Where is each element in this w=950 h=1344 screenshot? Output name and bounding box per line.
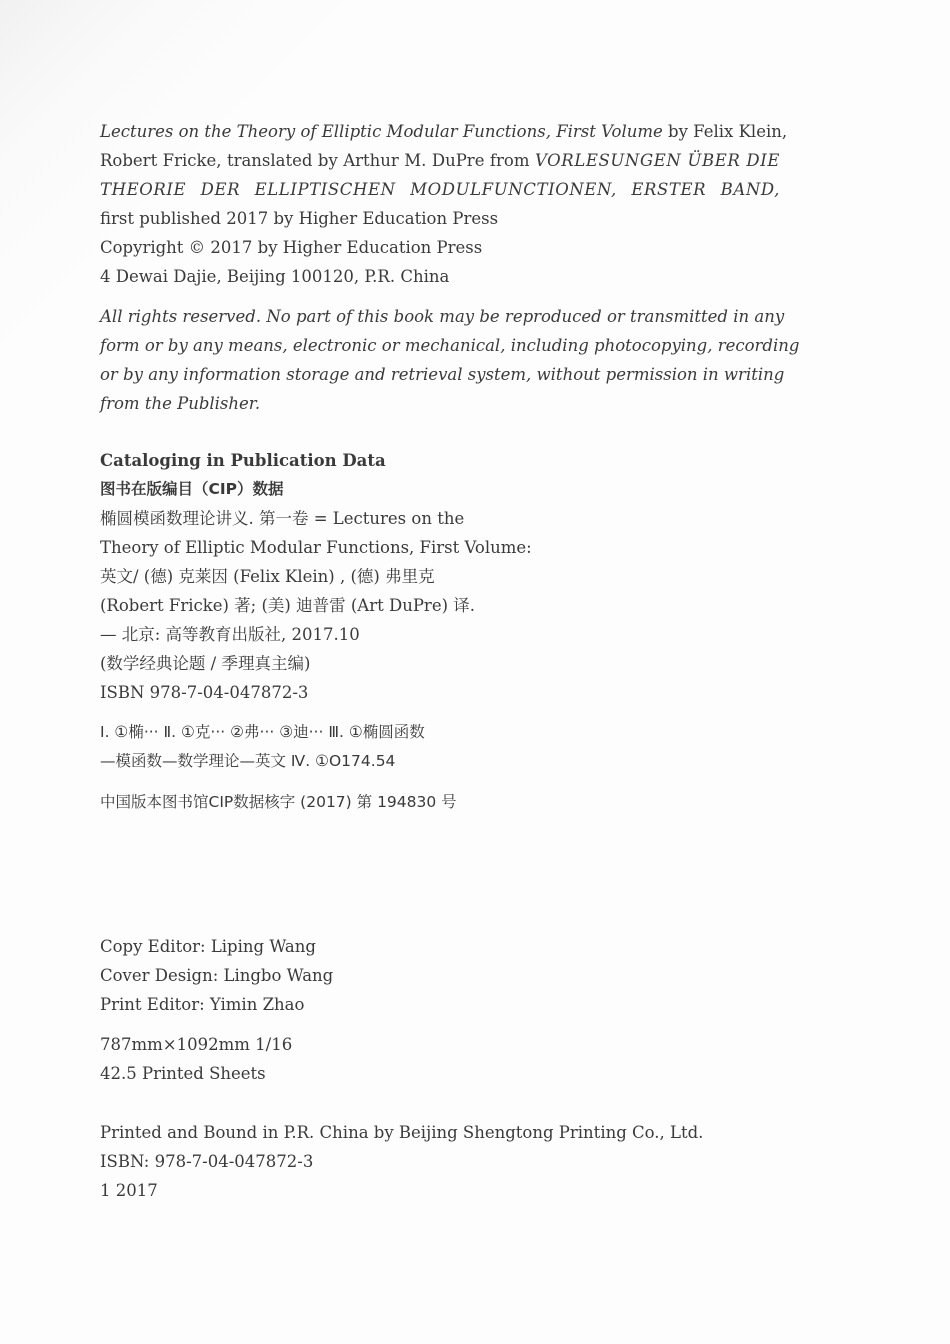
classification-line: —模函数—数学理论—英文 Ⅳ. ①O174.54	[100, 752, 396, 770]
publication-info	[100, 117, 788, 291]
copy-editor: Copy Editor: Liping Wang	[100, 937, 316, 956]
cip-heading-en: Cataloging in Publication Data	[100, 451, 386, 470]
cip-line: — 北京: 高等教育出版社, 2017.10	[100, 625, 360, 644]
rights-line: All rights reserved. No part of this book may be reproduced or transmitted in any	[100, 307, 785, 326]
translator-info: Robert Fricke, translated by Arthur M. DuPre from	[100, 151, 535, 170]
classification-line: Ⅰ. ①椭··· Ⅱ. ①克··· ②弗··· ③迪··· Ⅲ. ①椭圆函数	[100, 723, 425, 741]
authors-part-1: by Felix Klein,	[662, 122, 788, 141]
printing-info	[100, 1118, 780, 1205]
rights-line: from the Publisher.	[100, 394, 261, 413]
original-title-part-2: THEORIE DER ELLIPTISCHEN MODULFUNCTIONEN, ERSTER BAND,	[100, 180, 780, 199]
rights-statement	[100, 302, 800, 418]
cip-isbn: ISBN 978-7-04-047872-3	[100, 683, 309, 702]
rights-line: form or by any means, electronic or mechanical, including photocopying, recording	[100, 336, 800, 355]
cip-data	[100, 446, 780, 707]
cip-number: 中国版本图书馆CIP数据核字 (2017) 第 194830 号	[100, 793, 457, 811]
original-title-part-1: VORLESUNGEN ÜBER DIE	[534, 151, 781, 170]
cover-designer: Cover Design: Lingbo Wang	[100, 966, 334, 985]
title-line-2	[100, 146, 780, 175]
first-published: first published 2017 by Higher Education Press	[100, 209, 499, 228]
cip-line: 英文/ (德) 克莱因 (Felix Klein) , (德) 弗里克	[100, 567, 435, 586]
cip-number-block	[100, 788, 780, 817]
editors	[100, 932, 780, 1019]
cip-line: Theory of Elliptic Modular Functions, First Volume:	[100, 538, 532, 557]
classification	[100, 718, 780, 776]
paper-size: 787mm×1092mm 1/16	[100, 1035, 293, 1054]
isbn: ISBN: 978-7-04-047872-3	[100, 1152, 314, 1171]
rights-line: or by any information storage and retrieval system, without permission in writing	[100, 365, 785, 384]
title-line-1	[100, 117, 788, 146]
printed-sheets: 42.5 Printed Sheets	[100, 1064, 266, 1083]
cip-line: (数学经典论题 / 季理真主编)	[100, 654, 311, 673]
format-info	[100, 1030, 780, 1088]
cip-line: (Robert Fricke) 著; (美) 迪普雷 (Art DuPre) 译.	[100, 596, 476, 615]
edition: 1 2017	[100, 1181, 158, 1200]
printer: Printed and Bound in P.R. China by Beijing Shengtong Printing Co., Ltd.	[100, 1123, 704, 1142]
cip-heading-cn: 图书在版编目（CIP）数据	[100, 480, 284, 498]
publisher-address: 4 Dewai Dajie, Beijing 100120, P.R. China	[100, 267, 450, 286]
print-editor: Print Editor: Yimin Zhao	[100, 995, 305, 1014]
cip-line: 椭圆模函数理论讲义. 第一卷 = Lectures on the	[100, 509, 465, 528]
copyright-line: Copyright © 2017 by Higher Education Press	[100, 238, 483, 257]
book-title: Lectures on the Theory of Elliptic Modular Functions, First Volume	[100, 122, 663, 141]
